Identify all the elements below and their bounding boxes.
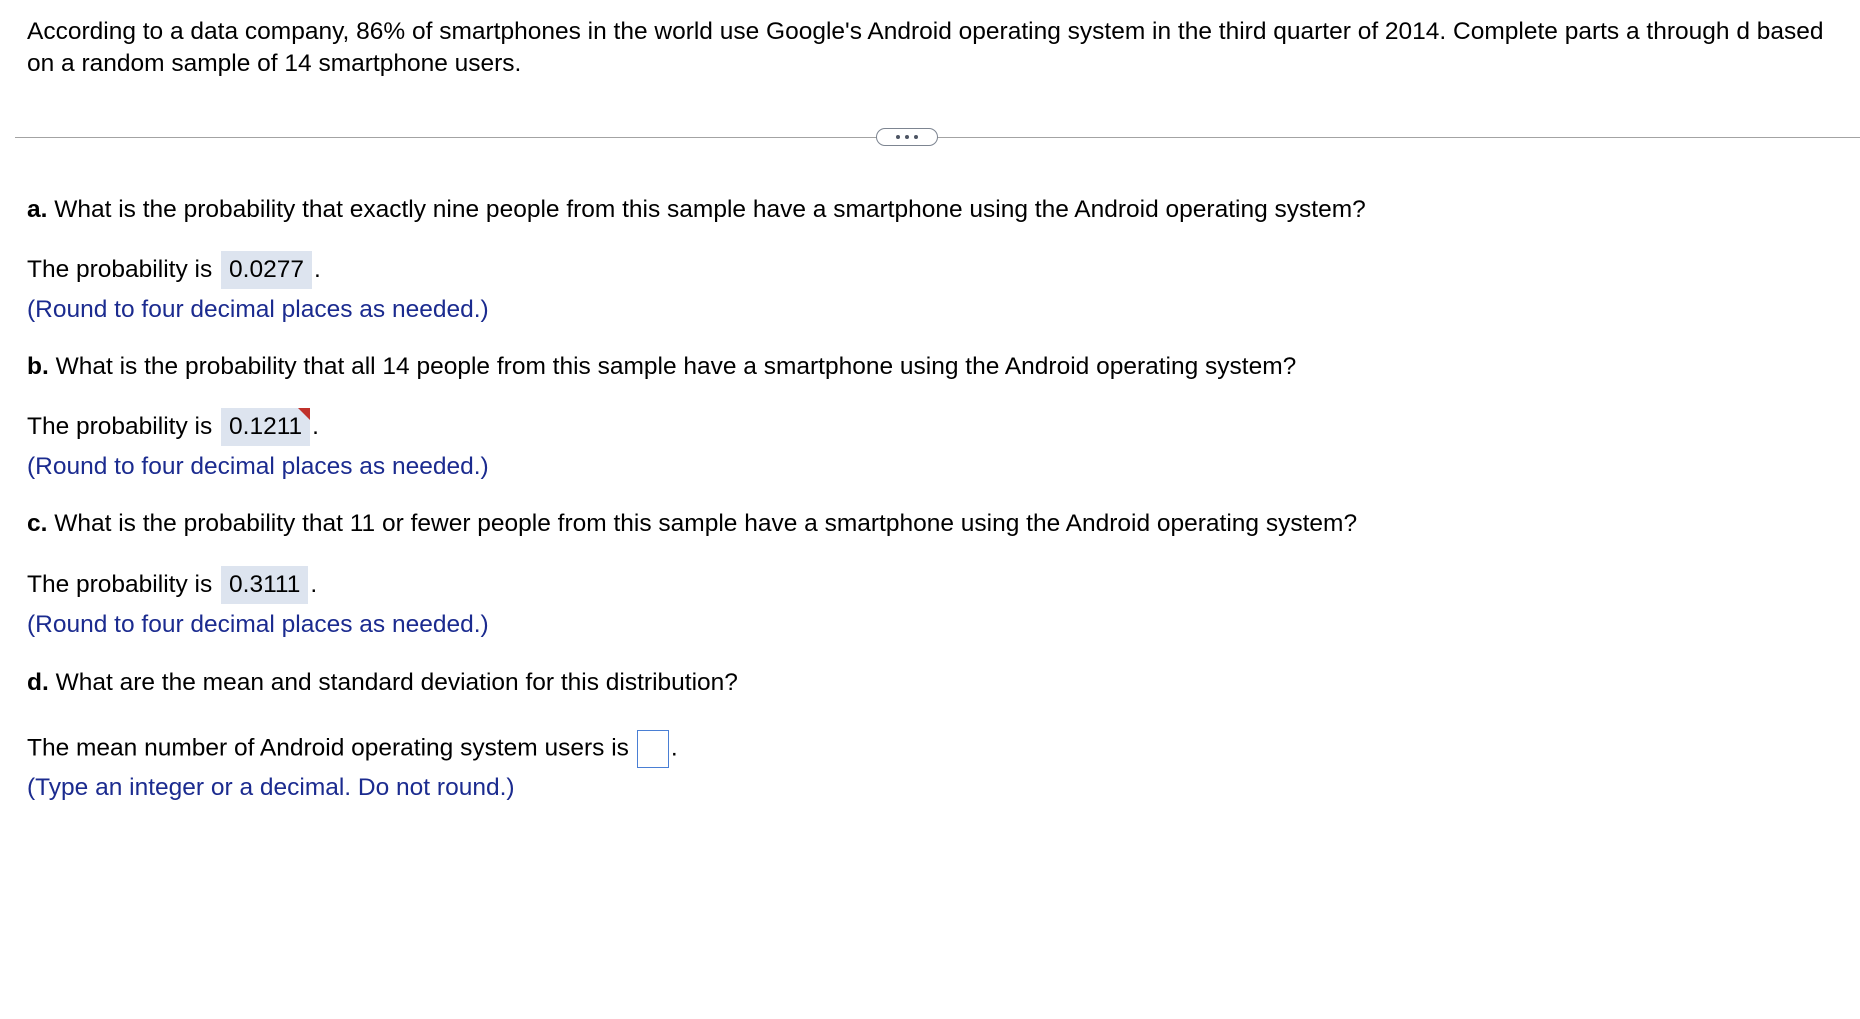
answer-b-prompt: The probability is [27, 413, 213, 440]
answer-d-period: . [670, 734, 678, 762]
expand-more-button[interactable] [876, 128, 938, 146]
answer-a-line [27, 251, 321, 289]
question-b-text: What is the probability that all 14 people from this sample have a smartphone using the Android operating system? [48, 353, 1297, 380]
answer-a-prompt: The probability is [27, 256, 213, 283]
question-d [27, 667, 738, 699]
answer-b-period: . [312, 413, 319, 440]
question-b-label: b. [27, 353, 49, 380]
answer-a-value[interactable]: 0.0277 [221, 251, 312, 289]
question-c-label: c. [27, 510, 48, 537]
hint-a: (Round to four decimal places as needed.) [27, 296, 489, 323]
answer-c-prompt: The probability is [27, 571, 213, 598]
answer-a-period: . [313, 256, 321, 283]
question-b [27, 351, 1296, 383]
answer-c-line [27, 566, 317, 604]
question-d-text: What are the mean and standard deviation for this distribution? [48, 669, 738, 696]
answer-d-prompt: The mean number of Android operating system users is [27, 734, 629, 762]
answer-d-line [27, 730, 678, 768]
question-c-text: What is the probability that 11 or fewer people from this sample have a smartphone using the Android operating system? [47, 510, 1358, 537]
question-d-label: d. [27, 669, 49, 696]
question-c [27, 508, 1357, 540]
question-a [27, 194, 1366, 226]
hint-b: (Round to four decimal places as needed.) [27, 453, 489, 480]
question-a-label: a. [27, 196, 48, 223]
ellipsis-icon [896, 135, 918, 139]
problem-statement: According to a data company, 86% of smartphones in the world use Google's Android operating system in the third quarter of 2014. Complete parts a through d based on a random sample of 14 smartphone users. [27, 18, 1824, 77]
mean-input-field[interactable] [637, 730, 669, 768]
answer-c-period: . [310, 571, 318, 598]
answer-b-line [27, 408, 319, 446]
question-a-text: What is the probability that exactly nine people from this sample have a smartphone using the Android operating system? [47, 196, 1366, 223]
hint-d: (Type an integer or a decimal. Do not round.) [27, 774, 515, 801]
answer-c-value[interactable]: 0.3111 [221, 566, 308, 604]
hint-c: (Round to four decimal places as needed.) [27, 611, 489, 638]
answer-b-value[interactable]: 0.1211 [221, 408, 310, 446]
